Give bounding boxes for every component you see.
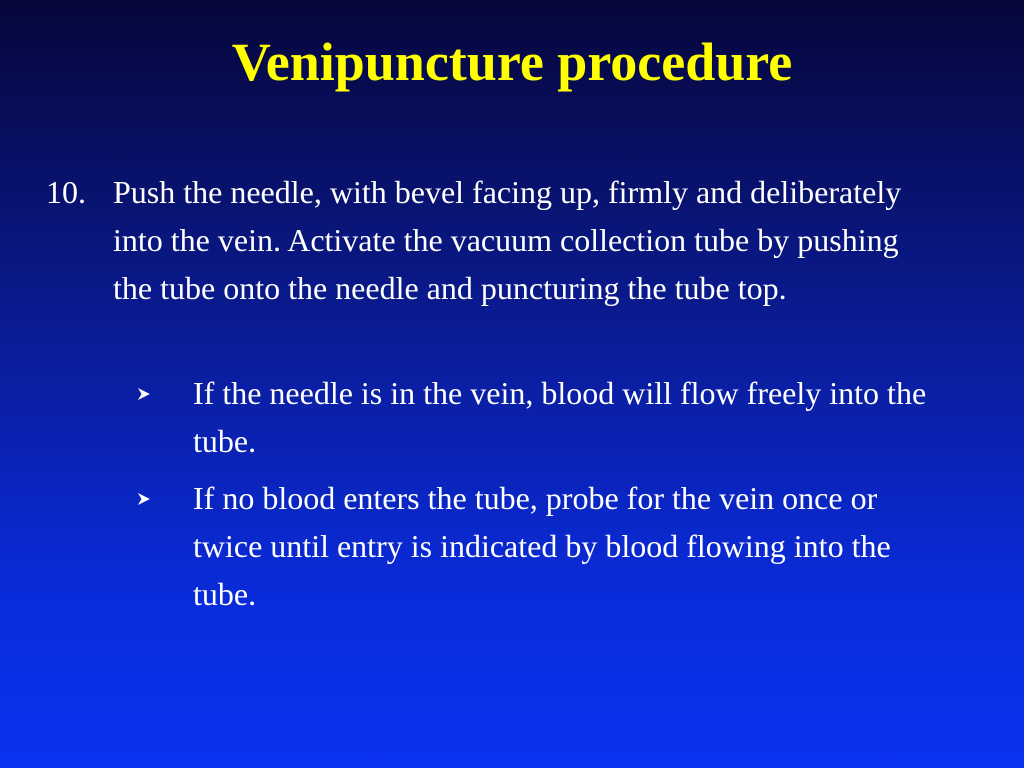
sub-item <box>132 369 952 465</box>
sub-item-text: If the needle is in the vein, blood will flow freely into the tube. <box>193 375 927 459</box>
slide-title: Venipuncture procedure <box>231 32 793 92</box>
arrowhead-bullet-icon <box>132 369 162 417</box>
item-number: 10. <box>46 174 86 210</box>
item-text: Push the needle, with bevel facing up, firmly and deliberately into the vein. Activate the vacuum collection tube by pushing the tube onto the needle and puncturing the tube top. <box>113 174 902 306</box>
numbered-item <box>46 168 946 312</box>
sub-item-text: If no blood enters the tube, probe for the vein once or twice until entry is indicated by blood flowing into the tube. <box>193 480 891 612</box>
sub-item <box>132 474 952 618</box>
arrowhead-bullet-icon <box>132 474 162 522</box>
